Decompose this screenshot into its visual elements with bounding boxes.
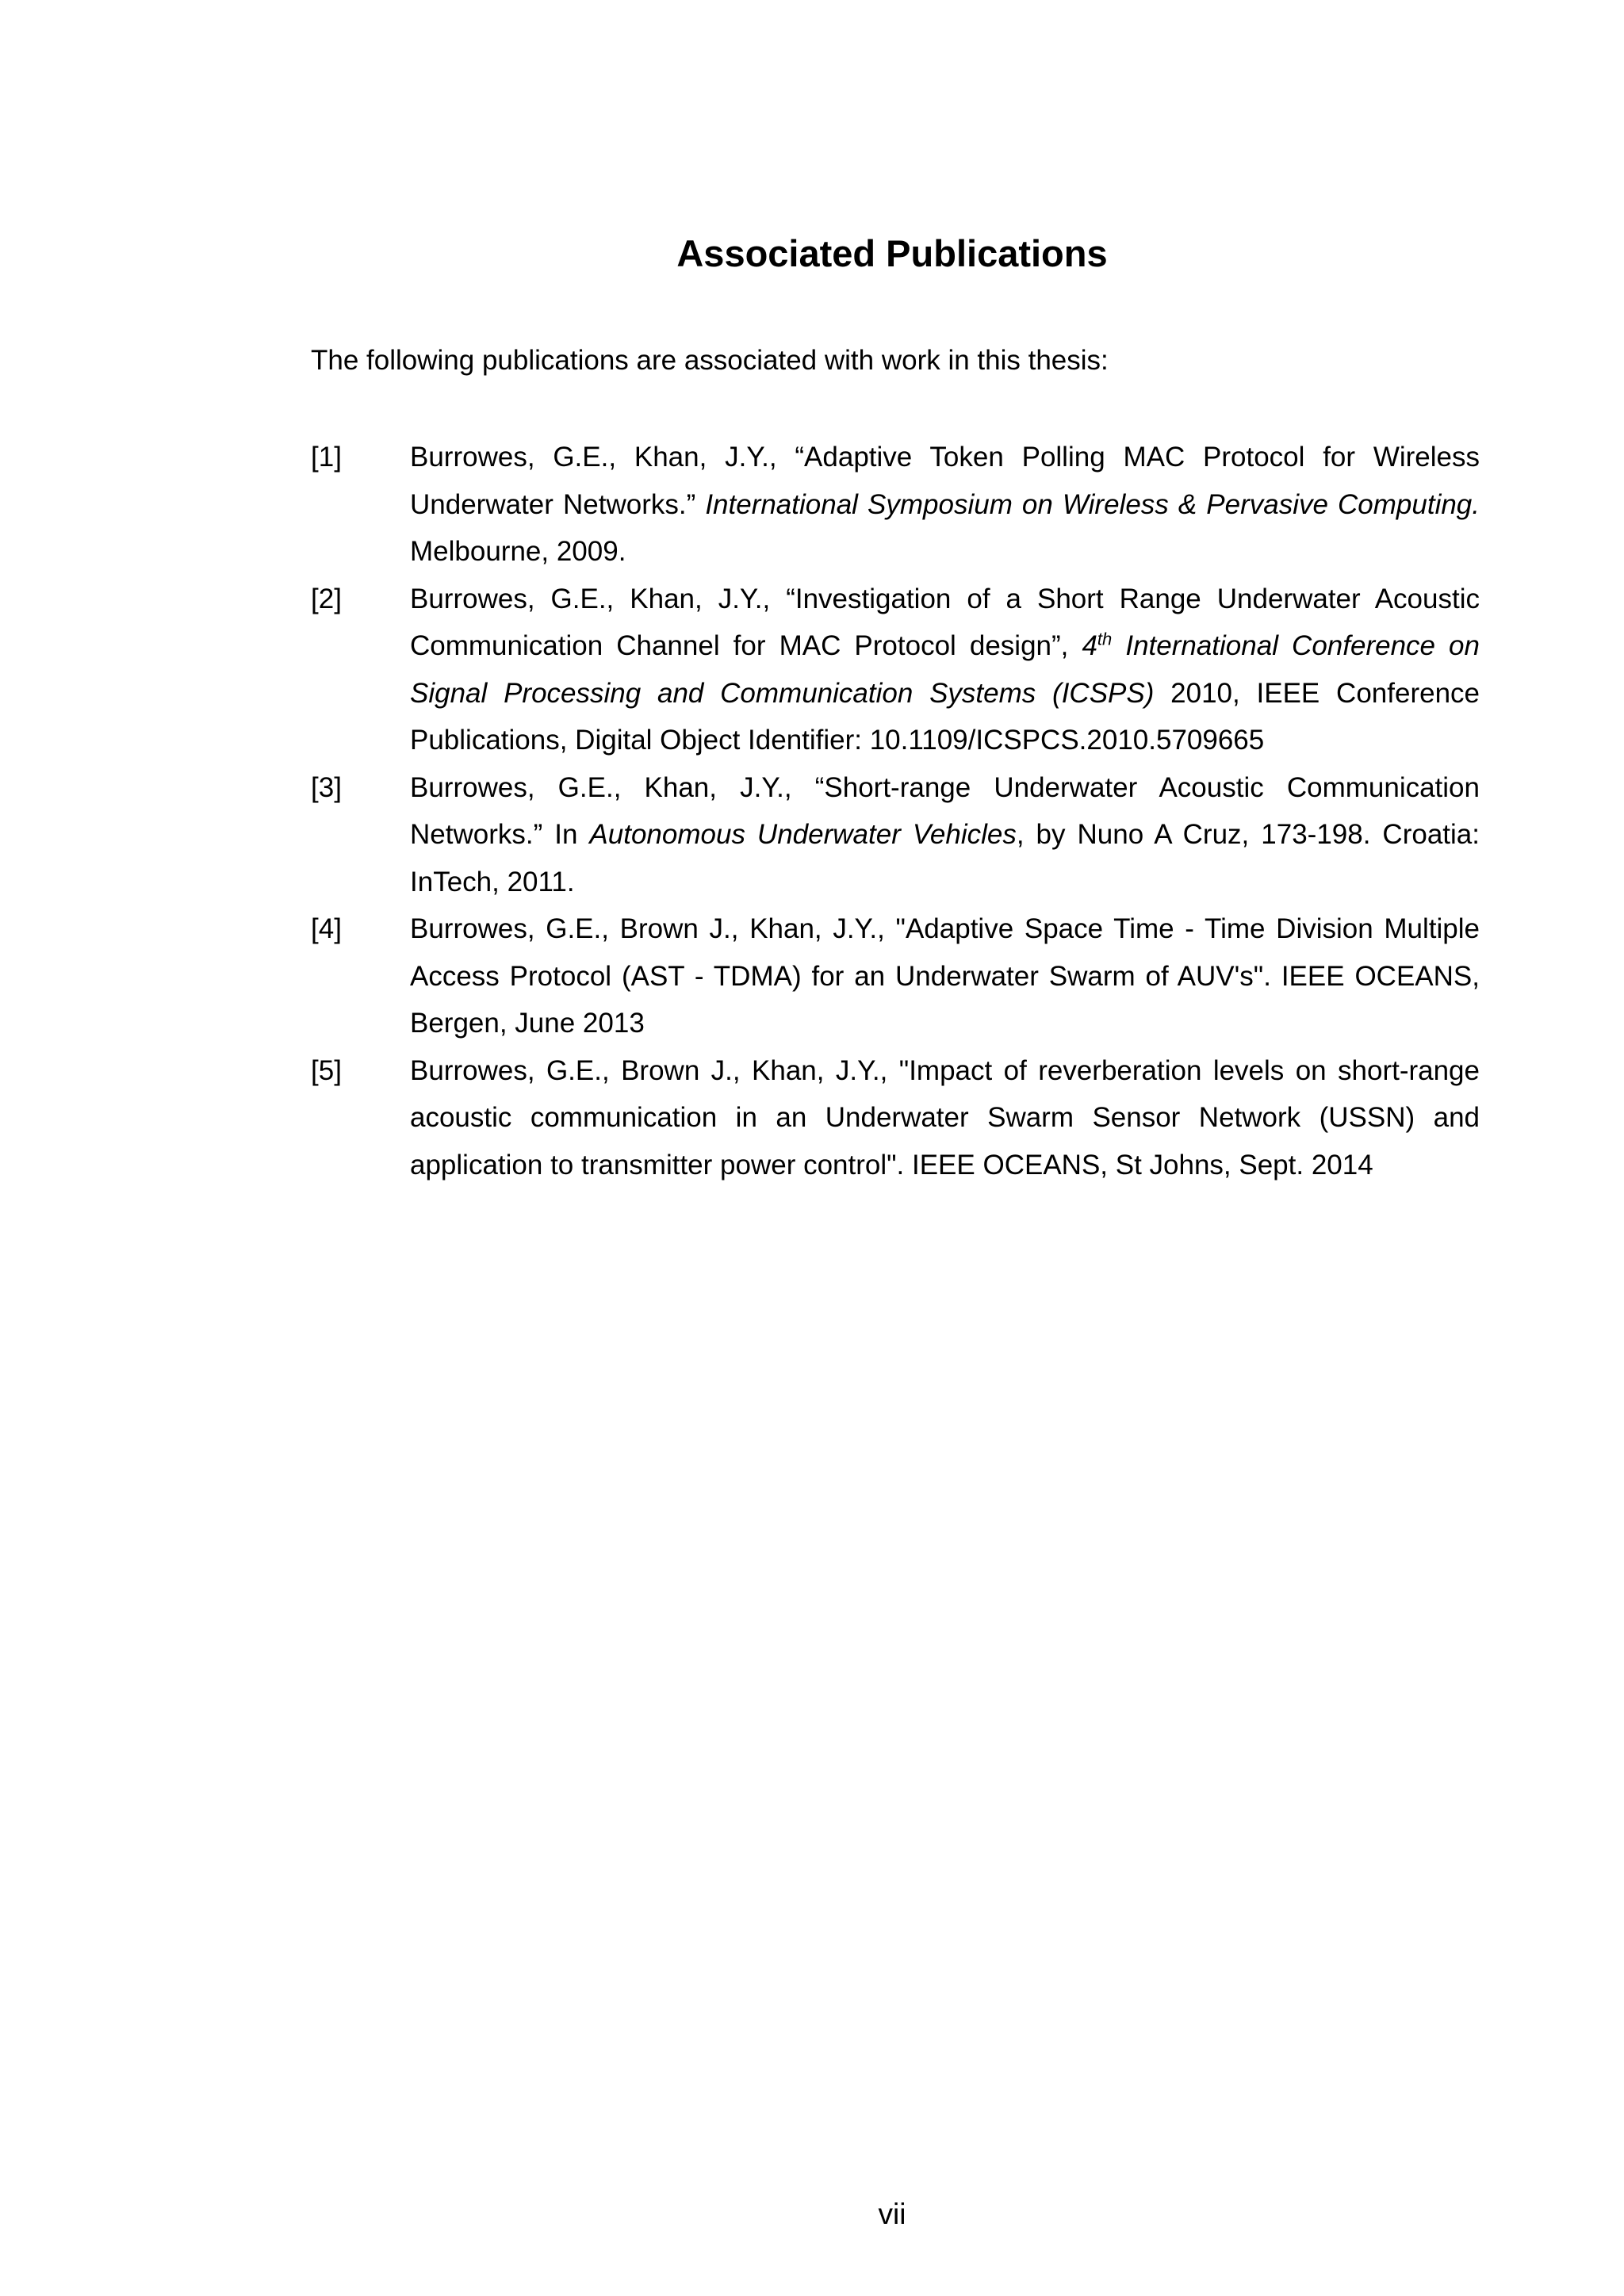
- publication-number: [5]: [311, 1054, 342, 1086]
- publication-item: [311, 764, 1480, 906]
- page-number: vii: [878, 2198, 906, 2230]
- publication-item: [311, 434, 1480, 576]
- page-title: Associated Publications: [676, 232, 1108, 274]
- publication-citation: Burrowes, G.E., Brown J., Khan, J.Y., "Impact of reverberation levels on short-range acoustic communication in an Underwater Swarm Sensor Network (USSN) and application to transmitter power control". IEEE OCEANS, St Johns, Sept. 2014: [410, 1054, 1480, 1181]
- citation-text: Burrowes, G.E., Khan, J.Y., “Adaptive Token Polling MAC Protocol for Wireless Underwater Networks.”: [410, 442, 1480, 520]
- publication-number: [2]: [311, 583, 342, 614]
- citation-text: Burrowes, G.E., Khan, J.Y., “Investigation of a Short Range Underwater Acoustic Communication Channel for MAC Protocol design”,: [410, 583, 1480, 661]
- citation-venue: International Conference on Signal Processing and Communication Systems (ICSPS): [410, 630, 1480, 709]
- publication-number: [3]: [311, 771, 342, 803]
- publication-citation: [410, 772, 1480, 897]
- citation-book-title: Autonomous Underwater Vehicles: [589, 819, 1017, 850]
- citation-venue: International Symposium on Wireless & Pervasive Computing.: [705, 488, 1480, 520]
- citation-text: Melbourne, 2009.: [410, 536, 626, 567]
- publication-number: [1]: [311, 442, 342, 473]
- citation-text: 2010, IEEE Conference Publications, Digital Object Identifier: 10.1109/ICSPCS.2010.5709665: [410, 677, 1480, 756]
- publication-item: [311, 576, 1480, 764]
- publication-citation: Burrowes, G.E., Brown J., Khan, J.Y., "Adaptive Space Time - Time Division Multiple Access Protocol (AST - TDMA) for an Underwater Swarm of AUV's". IEEE OCEANS, Bergen, June 2013: [410, 913, 1480, 1039]
- publication-item: [311, 905, 1480, 1047]
- intro-text: The following publications are associated with work in this thesis:: [311, 345, 1109, 376]
- citation-venue-ordinal: th: [1097, 629, 1113, 649]
- citation-venue-number: 4: [1082, 630, 1097, 661]
- citation-text: , by Nuno A Cruz, 173-198. Croatia: InTech, 2011.: [410, 819, 1480, 897]
- citation-text: Burrowes, G.E., Khan, J.Y., “Short-range Underwater Acoustic Communication Networks.” In: [410, 771, 1480, 850]
- publication-citation: [410, 584, 1480, 756]
- publication-number: [4]: [311, 913, 342, 944]
- publication-citation: [410, 442, 1480, 567]
- publication-item: [311, 1047, 1480, 1189]
- publication-list: [311, 434, 1480, 1188]
